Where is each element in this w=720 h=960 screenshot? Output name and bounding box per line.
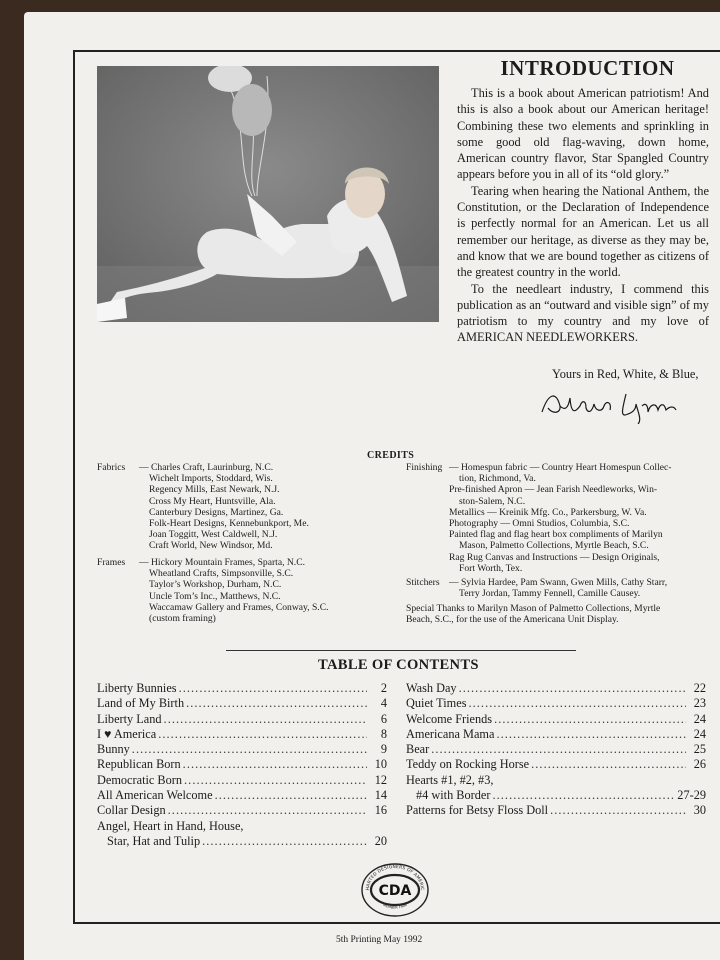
toc-entry bbox=[97, 681, 387, 696]
credit-line: Regency Mills, East Newark, N.J. bbox=[149, 484, 280, 496]
toc-entry-title: Republican Born bbox=[97, 757, 181, 772]
cda-logo bbox=[360, 862, 430, 918]
credit-line: Wheatland Crafts, Simpsonville, S.C. bbox=[149, 568, 294, 580]
credit-category: Fabrics bbox=[97, 462, 126, 473]
credit-line: Beach, S.C., for the use of the Americana Unit Display. bbox=[406, 614, 619, 626]
toc-entry-title: Collar Design bbox=[97, 803, 166, 818]
toc-entry bbox=[97, 712, 387, 727]
toc-entry-title: #4 with Border bbox=[416, 788, 491, 803]
toc-entry-title: Bunny bbox=[97, 742, 130, 757]
credits-frames bbox=[97, 557, 357, 637]
toc-entry-page: 20 bbox=[374, 833, 387, 848]
toc-entry-title: Teddy on Rocking Horse bbox=[406, 757, 530, 772]
credit-line: Folk-Heart Designs, Kennebunkport, Me. bbox=[149, 518, 309, 530]
credit-line: Mason, Palmetto Collections, Myrtle Beach, S.C. bbox=[459, 540, 649, 552]
toc-entry-title: Quiet Times bbox=[406, 696, 467, 711]
toc-entry-page: 10 bbox=[374, 757, 387, 772]
credit-line: Uncle Tom’s Inc., Matthews, N.C. bbox=[149, 590, 281, 602]
toc-entry-page: 27-29 bbox=[677, 788, 706, 803]
credits-title: CREDITS bbox=[367, 450, 415, 461]
credit-line: Terry Jordan, Tammy Fennell, Camille Causey. bbox=[459, 588, 641, 600]
toc-entry bbox=[406, 742, 706, 757]
cda-seal-icon bbox=[360, 862, 430, 918]
credit-line: Wichelt Imports, Stoddard, Wis. bbox=[149, 473, 273, 485]
toc-entry bbox=[97, 819, 387, 834]
credit-line: Joan Toggitt, West Caldwell, N.J. bbox=[149, 529, 278, 541]
credit-line: Craft World, New Windsor, Md. bbox=[149, 540, 273, 552]
logo-center-text: CDA bbox=[378, 883, 412, 899]
intro-paragraph: This is a book about American patriotism! And this is also a book about our American heritage! Combining these two elements and sprinkling in some good old flag-waving, down home, American country flavor, Star Spangled Country appears before you in all of its “old glory.” bbox=[457, 86, 709, 182]
signature bbox=[530, 384, 700, 424]
intro-body bbox=[457, 85, 709, 346]
toc-entry bbox=[97, 788, 387, 803]
toc-entry-title: Wash Day bbox=[406, 681, 457, 695]
toc-entry-title: Liberty Land bbox=[97, 711, 162, 726]
toc-entry-title: Hearts #1, #2, #3, bbox=[406, 772, 494, 787]
toc-entry bbox=[406, 696, 706, 711]
credit-lines bbox=[139, 557, 329, 624]
credit-category: Finishing bbox=[406, 462, 443, 473]
toc-entry bbox=[406, 757, 706, 772]
logo-top-text: HARTED DESIGNERS OF AMERIC bbox=[365, 864, 425, 891]
credits-stitchers bbox=[406, 577, 716, 603]
toc-entry bbox=[406, 727, 706, 742]
toc-entry-title: Patterns for Betsy Floss Doll bbox=[406, 803, 549, 818]
credit-line: Photography — Omni Studios, Columbia, S.C. bbox=[449, 518, 630, 530]
credit-line: Fort Worth, Tex. bbox=[459, 562, 523, 574]
toc-entry-title: Americana Mama bbox=[406, 726, 495, 741]
toc-entry-page: 16 bbox=[374, 803, 387, 818]
credit-lines bbox=[139, 462, 309, 552]
toc-entry-title: Democratic Born bbox=[97, 772, 183, 787]
toc-entry bbox=[406, 681, 706, 696]
toc-entry-title: Star, Hat and Tulip bbox=[107, 833, 201, 848]
toc-entry-page: 26 bbox=[693, 757, 706, 772]
toc-entry-page: 14 bbox=[374, 788, 387, 803]
credit-line: Canterbury Designs, Martinez, Ga. bbox=[149, 506, 284, 518]
credit-lines bbox=[406, 603, 660, 625]
credit-category: Frames bbox=[97, 557, 126, 568]
signoff: Yours in Red, White, & Blue, bbox=[552, 367, 699, 381]
credit-lines bbox=[449, 577, 667, 599]
toc-entry-title: I ♥ America bbox=[97, 726, 157, 741]
toc-entry-page: 24 bbox=[693, 711, 706, 726]
credit-line: Special Thanks to Marilyn Mason of Palmetto Collections, Myrtle bbox=[406, 603, 661, 614]
toc-entry-page: 22 bbox=[693, 681, 706, 695]
toc-entry-page: 12 bbox=[374, 772, 387, 787]
toc-entry bbox=[406, 773, 706, 788]
credit-line: (custom framing) bbox=[149, 613, 216, 625]
credit-line: Waccamaw Gallery and Frames, Conway, S.C. bbox=[149, 601, 329, 613]
toc-entry-title: All American Welcome bbox=[97, 788, 213, 803]
intro-paragraph: To the needleart industry, I commend this publication as an “outward and visible sign” of my patriotism to my country and my love of AMERICAN NEEDLEWORKERS. bbox=[457, 281, 709, 345]
toc-left-column bbox=[97, 681, 387, 849]
intro-paragraph: Tearing when hearing the National Anthem, the Constitution, or the Declaration of Independence is perfectly normal for an American. Let us all remember our heritage, as diverse as they may be, and know that we are bound together as citizens of the greatest country in the world. bbox=[457, 183, 709, 280]
toc-entry-title: Liberty Bunnies bbox=[97, 681, 177, 695]
credit-line: — Charles Craft, Laurinburg, N.C. bbox=[139, 462, 274, 473]
toc-entry-title: Angel, Heart in Hand, House, bbox=[97, 818, 244, 833]
toc-entry-page: 8 bbox=[380, 726, 387, 741]
toc-entry-page: 23 bbox=[693, 696, 706, 711]
toc-entry bbox=[406, 803, 706, 818]
credit-lines bbox=[449, 462, 671, 574]
toc-entry bbox=[406, 788, 706, 803]
toc-entry bbox=[97, 727, 387, 742]
credit-line: Metallics — Kreinik Mfg. Co., Parkersburg, W. Va. bbox=[449, 506, 647, 518]
toc-entry-title: Welcome Friends bbox=[406, 711, 493, 726]
intro-title: INTRODUCTION bbox=[500, 56, 675, 80]
toc-entry bbox=[97, 803, 387, 818]
credit-line: Taylor’s Workshop, Durham, N.C. bbox=[149, 579, 282, 591]
credit-line: — Sylvia Hardee, Pam Swann, Gwen Mills, Cathy Starr, bbox=[449, 577, 668, 588]
credit-line: ston-Salem, N.C. bbox=[459, 495, 526, 507]
credit-line: — Hickory Mountain Frames, Sparta, N.C. bbox=[139, 557, 306, 568]
toc-entry-page: 4 bbox=[380, 696, 387, 711]
credit-line: tion, Richmond, Va. bbox=[459, 473, 536, 485]
credits-finishing bbox=[406, 462, 716, 582]
toc-entry-page: 9 bbox=[380, 742, 387, 757]
logo-bottom-text: MEMBER FIRM bbox=[382, 902, 408, 910]
credits-thanks bbox=[406, 603, 716, 629]
toc-entry-page: 30 bbox=[693, 803, 706, 818]
toc-entry-page: 2 bbox=[380, 681, 387, 695]
toc-entry bbox=[97, 757, 387, 772]
credit-line: Rag Rug Canvas and Instructions — Design Originals, bbox=[449, 551, 660, 563]
toc-entry bbox=[97, 773, 387, 788]
toc-entry-page: 25 bbox=[693, 742, 706, 757]
toc-entry bbox=[97, 834, 387, 849]
toc-right-column bbox=[406, 681, 706, 819]
credits-fabrics bbox=[97, 462, 357, 562]
author-photo bbox=[97, 66, 439, 322]
credit-line: Cross My Heart, Huntsville, Ala. bbox=[149, 495, 276, 507]
signature-drawing bbox=[530, 384, 700, 424]
printing-note: 5th Printing May 1992 bbox=[336, 935, 423, 945]
credit-line: — Homespun fabric — Country Heart Homespun Collec- bbox=[449, 462, 672, 473]
toc-entry-title: Land of My Birth bbox=[97, 696, 185, 711]
toc-entry bbox=[97, 696, 387, 711]
credit-line: Painted flag and flag heart box compliments of Marilyn bbox=[449, 529, 663, 541]
toc-entry-title: Bear bbox=[406, 742, 430, 757]
credit-line: Pre-finished Apron — Jean Farish Needleworks, Win- bbox=[449, 484, 658, 496]
toc-entry bbox=[406, 712, 706, 727]
credit-category: Stitchers bbox=[406, 577, 440, 588]
photo-illustration bbox=[97, 66, 439, 322]
toc-entry-page: 24 bbox=[693, 726, 706, 741]
toc-title: TABLE OF CONTENTS bbox=[318, 657, 479, 673]
toc-entry-page: 6 bbox=[380, 711, 387, 726]
section-divider bbox=[226, 650, 576, 651]
toc-entry bbox=[97, 742, 387, 757]
